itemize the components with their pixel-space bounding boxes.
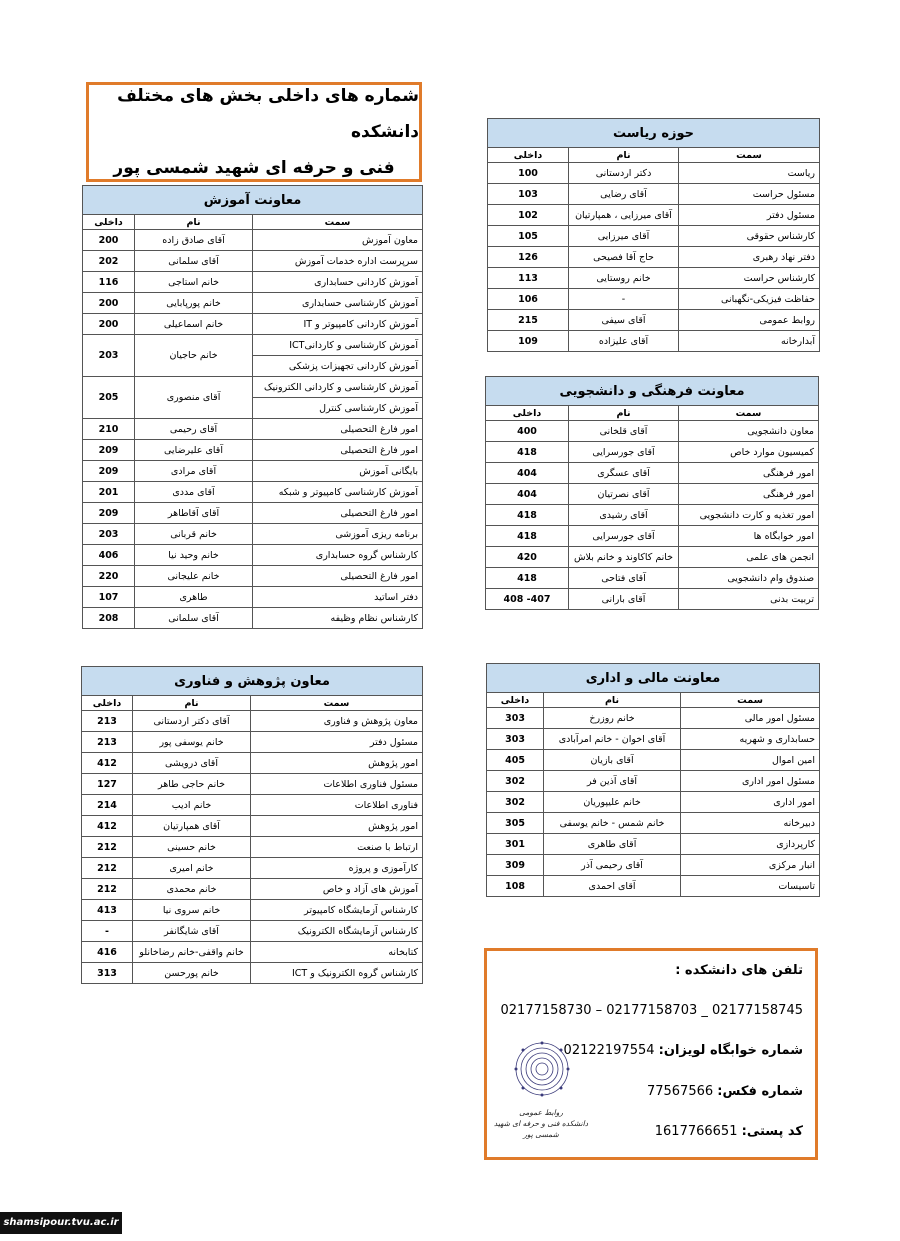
table-row <box>486 484 819 505</box>
table-row <box>487 771 820 792</box>
table-row <box>487 855 820 876</box>
role-cell: آموزش کاردانی کامپیوتر و IT <box>253 314 423 335</box>
role-cell: آموزش کاردانی تجهیزات پزشکی <box>253 356 423 377</box>
ext-cell: 412 <box>82 816 133 837</box>
table-row <box>488 289 820 310</box>
name-cell: آقای بارانی <box>569 589 679 610</box>
role-cell: مسئول امور مالی <box>681 708 820 729</box>
col-name-header: نام <box>133 696 251 711</box>
role-cell: سرپرست اداره خدمات آموزش <box>253 251 423 272</box>
ext-cell: 404 <box>486 463 569 484</box>
role-cell: آموزش کارشناسی کنترل <box>253 398 423 419</box>
name-cell: خانم علیجانی <box>135 566 253 587</box>
ext-cell: 203 <box>83 524 135 545</box>
role-cell: ریاست <box>679 163 820 184</box>
table-row <box>486 526 819 547</box>
role-cell: کارآموزی و پروژه <box>251 858 423 879</box>
role-cell: امور پژوهش <box>251 753 423 774</box>
finance-admin-table <box>486 663 820 897</box>
role-cell: امور فارغ التحصیلی <box>253 503 423 524</box>
table-row <box>83 251 423 272</box>
table-row <box>82 711 423 732</box>
name-cell: آقای دکتر اردستانی <box>133 711 251 732</box>
name-cell: آقای سلمانی <box>135 251 253 272</box>
role-cell: امور فرهنگی <box>679 484 819 505</box>
role-cell: امور خوابگاه ها <box>679 526 819 547</box>
role-cell: کتابخانه <box>251 942 423 963</box>
university-logo-icon <box>509 1039 575 1099</box>
col-role-header: سمت <box>681 693 820 708</box>
ext-cell: 407- 408 <box>486 589 569 610</box>
name-cell: خانم حسینی <box>133 837 251 858</box>
role-cell: آموزش کارشناسی کامپیوتر و شبکه <box>253 482 423 503</box>
role-cell: مسئول دفتر <box>251 732 423 753</box>
name-cell: آقای مددی <box>135 482 253 503</box>
table-row <box>486 442 819 463</box>
name-cell: دکتر اردستانی <box>569 163 679 184</box>
role-cell: معاون آموزش <box>253 230 423 251</box>
col-role-header: سمت <box>251 696 423 711</box>
ext-cell: 420 <box>486 547 569 568</box>
col-role-header: سمت <box>253 215 423 230</box>
table-row <box>83 419 423 440</box>
ext-cell: 301 <box>487 834 544 855</box>
name-cell: آقای عسگری <box>569 463 679 484</box>
table-row <box>488 331 820 352</box>
postal-value: 1617766651 <box>654 1124 738 1139</box>
table-row <box>486 463 819 484</box>
ext-cell: 412 <box>82 753 133 774</box>
table-row <box>487 792 820 813</box>
phones-value: 02177158730 – 02177158703 _ 02177158745 <box>500 1003 803 1018</box>
table-row <box>83 293 423 314</box>
table-row <box>487 834 820 855</box>
table-row <box>488 163 820 184</box>
name-cell: خانم واقفی-خانم رضاخانلو <box>133 942 251 963</box>
ext-cell: 209 <box>83 461 135 482</box>
name-cell: خانم کاکاوند و خانم بلاش <box>569 547 679 568</box>
ext-cell: 404 <box>486 484 569 505</box>
name-cell: آقای علیزاده <box>569 331 679 352</box>
name-cell: خانم اسماعیلی <box>135 314 253 335</box>
name-cell: آقای درویشی <box>133 753 251 774</box>
name-cell: خانم محمدی <box>133 879 251 900</box>
ext-cell: 202 <box>83 251 135 272</box>
name-cell: آقای آقاطاهر <box>135 503 253 524</box>
role-cell: دبیرخانه <box>681 813 820 834</box>
role-cell: کمیسیون موارد خاص <box>679 442 819 463</box>
name-cell: خانم حاجیان <box>135 335 253 377</box>
role-cell: امور فارغ التحصیلی <box>253 566 423 587</box>
name-cell: آقای اخوان - خانم امرآبادی <box>544 729 681 750</box>
table-row <box>83 503 423 524</box>
table-row <box>488 310 820 331</box>
role-cell: امین اموال <box>681 750 820 771</box>
fax-label: شماره فکس: <box>717 1084 803 1099</box>
dorm-value: 02122197554 <box>563 1043 655 1058</box>
name-cell: آقای طاهری <box>544 834 681 855</box>
col-ext-header: داخلی <box>486 406 569 421</box>
ext-cell: 213 <box>82 732 133 753</box>
table-row <box>487 813 820 834</box>
ext-cell: 200 <box>83 314 135 335</box>
column-header-row <box>486 406 819 421</box>
table-row <box>488 247 820 268</box>
role-cell: انجمن های علمی <box>679 547 819 568</box>
ext-cell: 302 <box>487 792 544 813</box>
name-cell: آقای رضایی <box>569 184 679 205</box>
ext-cell: 418 <box>486 568 569 589</box>
name-cell: آقای صادق زاده <box>135 230 253 251</box>
table-row <box>487 708 820 729</box>
role-cell: کارشناس آزمایشگاه الکترونیک <box>251 921 423 942</box>
ext-cell: 418 <box>486 505 569 526</box>
cultural-header: معاونت فرهنگی و دانشجویی <box>486 377 819 406</box>
ext-cell: 203 <box>83 335 135 377</box>
ext-cell: 107 <box>83 587 135 608</box>
ext-cell: 220 <box>83 566 135 587</box>
table-row <box>83 608 423 629</box>
table-row <box>82 816 423 837</box>
name-cell: خانم سروی نیا <box>133 900 251 921</box>
ext-cell: 106 <box>488 289 569 310</box>
name-cell: خانم قربانی <box>135 524 253 545</box>
name-cell: آقای آذین فر <box>544 771 681 792</box>
name-cell: آقای بازیان <box>544 750 681 771</box>
role-cell: آموزش کارشناسی حسابداری <box>253 293 423 314</box>
table-row <box>82 774 423 795</box>
table-row <box>487 876 820 897</box>
name-cell: آقای جورسرایی <box>569 526 679 547</box>
name-cell: آقای شایگانفر <box>133 921 251 942</box>
name-cell: آقای میرزایی <box>569 226 679 247</box>
table-row <box>486 547 819 568</box>
role-cell: کارشناس آزمایشگاه کامپیوتر <box>251 900 423 921</box>
role-cell: مسئول دفتر <box>679 205 820 226</box>
ext-cell: 100 <box>488 163 569 184</box>
name-cell: خانم یوسفی پور <box>133 732 251 753</box>
ext-cell: 305 <box>487 813 544 834</box>
name-cell: خانم پورحسن <box>133 963 251 984</box>
role-cell: امور فرهنگی <box>679 463 819 484</box>
name-cell: خانم روزرخ <box>544 708 681 729</box>
role-cell: کارپردازی <box>681 834 820 855</box>
ext-cell: 212 <box>82 858 133 879</box>
role-cell: کارشناس نظام وظیفه <box>253 608 423 629</box>
name-cell: آقای رحیمی آذر <box>544 855 681 876</box>
table-row <box>82 942 423 963</box>
website-url-link[interactable]: shamsipour.tvu.ac.ir <box>0 1212 122 1234</box>
name-cell: خانم حاجی طاهر <box>133 774 251 795</box>
fax-line <box>647 1084 803 1099</box>
role-cell: صندوق وام دانشجویی <box>679 568 819 589</box>
name-cell: خانم علیپوریان <box>544 792 681 813</box>
ext-cell: 200 <box>83 230 135 251</box>
name-cell: حاج آقا فصیحی <box>569 247 679 268</box>
role-cell: مسئول حراست <box>679 184 820 205</box>
page-title-line1: شماره های داخلی بخش های مختلف دانشکده <box>117 86 419 142</box>
name-cell: خانم روستایی <box>569 268 679 289</box>
table-row <box>82 921 423 942</box>
name-cell: خانم شمس - خانم یوسفی <box>544 813 681 834</box>
role-cell: مسئول امور اداری <box>681 771 820 792</box>
ext-cell: 215 <box>488 310 569 331</box>
phones-label: تلفن های دانشکده : <box>675 963 803 978</box>
table-row <box>487 729 820 750</box>
role-cell: امور پژوهش <box>251 816 423 837</box>
ext-cell: 113 <box>488 268 569 289</box>
name-cell: خانم استاجی <box>135 272 253 293</box>
role-cell: امور تغذیه و کارت دانشجویی <box>679 505 819 526</box>
col-ext-header: داخلی <box>487 693 544 708</box>
table-row <box>83 587 423 608</box>
name-cell: آقای رشیدی <box>569 505 679 526</box>
logo-caption <box>493 1107 589 1140</box>
col-role-header: سمت <box>679 148 820 163</box>
table-row <box>83 566 423 587</box>
ext-cell: 209 <box>83 440 135 461</box>
dorm-line <box>564 1043 803 1058</box>
role-cell: حسابداری و شهریه <box>681 729 820 750</box>
table-row <box>82 795 423 816</box>
role-cell: کارشناس حراست <box>679 268 820 289</box>
role-cell: معاون پژوهش و فناوری <box>251 711 423 732</box>
col-name-header: نام <box>135 215 253 230</box>
name-cell: آقای سلمانی <box>135 608 253 629</box>
fax-value: 77567566 <box>646 1084 714 1099</box>
role-cell: برنامه ریزی آموزشی <box>253 524 423 545</box>
role-cell: آموزش های آزاد و خاص <box>251 879 423 900</box>
role-cell: آموزش کاردانی حسابداری <box>253 272 423 293</box>
role-cell: مسئول فناوری اطلاعات <box>251 774 423 795</box>
role-cell: کارشناس گروه حسابداری <box>253 545 423 566</box>
table-row <box>83 440 423 461</box>
col-role-header: سمت <box>679 406 819 421</box>
name-cell: خانم ادیب <box>133 795 251 816</box>
name-cell: آقای سیفی <box>569 310 679 331</box>
presidency-header: حوزه ریاست <box>488 119 820 148</box>
name-cell: آقای مرادی <box>135 461 253 482</box>
role-cell: امور فارغ التحصیلی <box>253 419 423 440</box>
page-title-line2: فنی و حرفه ای شهید شمسی پور <box>113 158 395 178</box>
name-cell: آقای قلخانی <box>569 421 679 442</box>
ext-cell: 303 <box>487 729 544 750</box>
table-row <box>83 314 423 335</box>
table-row <box>83 272 423 293</box>
table-row <box>488 205 820 226</box>
ext-cell: 109 <box>488 331 569 352</box>
table-row <box>82 858 423 879</box>
col-name-header: نام <box>569 148 679 163</box>
ext-cell: 209 <box>83 503 135 524</box>
table-row <box>82 900 423 921</box>
name-cell: آقای نصرتیان <box>569 484 679 505</box>
role-cell: ارتباط با صنعت <box>251 837 423 858</box>
name-cell: - <box>569 289 679 310</box>
ext-cell: 105 <box>488 226 569 247</box>
name-cell: آقای علیرضایی <box>135 440 253 461</box>
ext-cell: 208 <box>83 608 135 629</box>
col-ext-header: داخلی <box>82 696 133 711</box>
ext-cell: 200 <box>83 293 135 314</box>
ext-cell: 406 <box>83 545 135 566</box>
ext-cell: 302 <box>487 771 544 792</box>
ext-cell: 116 <box>83 272 135 293</box>
ext-cell: 418 <box>486 526 569 547</box>
table-row <box>82 879 423 900</box>
logo-caption-line2: دانشکده فنی و حرفه ای شهید شمسی پور <box>493 1119 589 1139</box>
ext-cell: 212 <box>82 879 133 900</box>
table-row <box>83 524 423 545</box>
ext-cell: 102 <box>488 205 569 226</box>
table-row <box>486 421 819 442</box>
table-row <box>488 226 820 247</box>
name-cell: آقای میرزایی ، همپارتیان <box>569 205 679 226</box>
name-cell: آقای رحیمی <box>135 419 253 440</box>
table-row <box>83 461 423 482</box>
ext-cell: 126 <box>488 247 569 268</box>
education-header: معاونت آموزش <box>83 186 423 215</box>
role-cell: دفتر اساتید <box>253 587 423 608</box>
table-row <box>83 335 423 356</box>
column-header-row <box>488 148 820 163</box>
ext-cell: 416 <box>82 942 133 963</box>
name-cell: خانم وحید نیا <box>135 545 253 566</box>
ext-cell: 212 <box>82 837 133 858</box>
table-row <box>82 963 423 984</box>
table-row <box>83 482 423 503</box>
name-cell: آقای فتاحی <box>569 568 679 589</box>
table-row <box>83 545 423 566</box>
role-cell: امور فارغ التحصیلی <box>253 440 423 461</box>
col-ext-header: داخلی <box>488 148 569 163</box>
table-row <box>83 377 423 398</box>
role-cell: تربیت بدنی <box>679 589 819 610</box>
table-row <box>488 184 820 205</box>
role-cell: کارشناس حقوقی <box>679 226 820 247</box>
role-cell: انبار مرکزی <box>681 855 820 876</box>
name-cell: آقای همپارتیان <box>133 816 251 837</box>
role-cell: روابط عمومی <box>679 310 820 331</box>
column-header-row <box>83 215 423 230</box>
col-name-header: نام <box>569 406 679 421</box>
table-row <box>486 568 819 589</box>
ext-cell: 309 <box>487 855 544 876</box>
name-cell: خانم امیری <box>133 858 251 879</box>
table-row <box>488 268 820 289</box>
logo-caption-line1: روابط عمومی <box>519 1108 563 1117</box>
ext-cell: 201 <box>83 482 135 503</box>
ext-cell: 205 <box>83 377 135 419</box>
role-cell: تاسیسات <box>681 876 820 897</box>
table-row <box>82 753 423 774</box>
role-cell: آبدارخانه <box>679 331 820 352</box>
role-cell: آموزش کارشناسی و کاردانی الکترونیک <box>253 377 423 398</box>
table-row <box>487 750 820 771</box>
column-header-row <box>487 693 820 708</box>
ext-cell: 210 <box>83 419 135 440</box>
research-header: معاون پژوهش و فناوری <box>82 667 423 696</box>
ext-cell: 418 <box>486 442 569 463</box>
ext-cell: 213 <box>82 711 133 732</box>
role-cell: معاون دانشجویی <box>679 421 819 442</box>
table-row <box>82 837 423 858</box>
table-row <box>82 732 423 753</box>
table-row <box>486 589 819 610</box>
postal-line <box>655 1124 803 1139</box>
name-cell: آقای احمدی <box>544 876 681 897</box>
name-cell: طاهری <box>135 587 253 608</box>
cultural-affairs-table <box>485 376 819 610</box>
role-cell: فناوری اطلاعات <box>251 795 423 816</box>
table-row <box>83 230 423 251</box>
role-cell: آموزش کارشناسی و کاردانیICT <box>253 335 423 356</box>
column-header-row <box>82 696 423 711</box>
page-title-box <box>86 82 422 182</box>
ext-cell: 313 <box>82 963 133 984</box>
ext-cell: 108 <box>487 876 544 897</box>
role-cell: دفتر نهاد رهبری <box>679 247 820 268</box>
name-cell: آقای جورسرایی <box>569 442 679 463</box>
ext-cell: 127 <box>82 774 133 795</box>
postal-label: کد پستی: <box>741 1124 803 1139</box>
finance-header: معاونت مالی و اداری <box>487 664 820 693</box>
role-cell: امور اداری <box>681 792 820 813</box>
table-row <box>486 505 819 526</box>
role-cell: حفاظت فیزیکی-نگهبانی <box>679 289 820 310</box>
role-cell: بایگانی آموزش <box>253 461 423 482</box>
ext-cell: - <box>82 921 133 942</box>
role-cell: کارشناس گروه الکترونیک و ICT <box>251 963 423 984</box>
name-cell: خانم پورپابایی <box>135 293 253 314</box>
education-table <box>82 185 423 629</box>
ext-cell: 103 <box>488 184 569 205</box>
ext-cell: 413 <box>82 900 133 921</box>
ext-cell: 405 <box>487 750 544 771</box>
ext-cell: 400 <box>486 421 569 442</box>
col-ext-header: داخلی <box>83 215 135 230</box>
dorm-label: شماره خوابگاه لویزان: <box>658 1043 803 1058</box>
ext-cell: 303 <box>487 708 544 729</box>
presidency-table <box>487 118 820 352</box>
research-table <box>81 666 423 984</box>
col-name-header: نام <box>544 693 681 708</box>
contact-info-box <box>484 948 818 1160</box>
ext-cell: 214 <box>82 795 133 816</box>
name-cell: آقای منصوری <box>135 377 253 419</box>
